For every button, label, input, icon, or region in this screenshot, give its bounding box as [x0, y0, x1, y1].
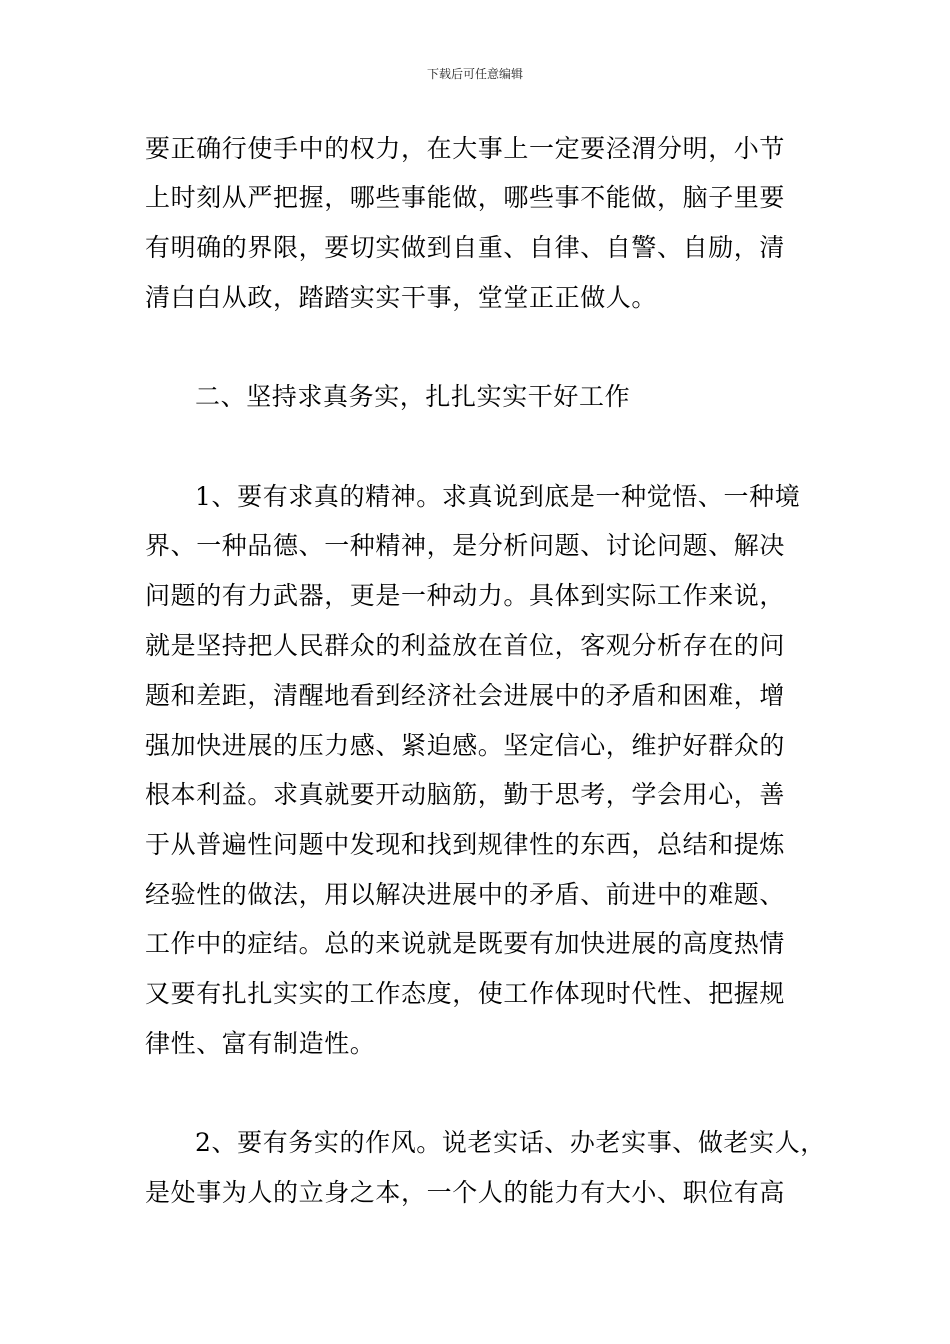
- text-line: 上时刻从严把握，哪些事能做，哪些事不能做，脑子里要: [145, 183, 786, 212]
- text-line: 根本利益。求真就要开动脑筋，勤于思考，学会用心，善: [145, 780, 786, 809]
- text-line: 律性、富有制造性。: [145, 1029, 376, 1058]
- text-line: 于从普遍性问题中发现和找到规律性的东西，总结和提炼: [145, 830, 786, 859]
- text-line: 又要有扎扎实实的工作态度，使工作体现时代性、把握规: [145, 979, 786, 1008]
- section-heading: 二、坚持求真务实，扎扎实实干好工作: [195, 382, 631, 411]
- text-line: 2、要有务实的作风。说老实话、办老实事、做老实人，: [195, 1128, 826, 1157]
- text-line: 问题的有力武器，更是一种动力。具体到实际工作来说，: [145, 581, 786, 610]
- text-line: 界、一种品德、一种精神，是分析问题、讨论问题、解决: [145, 531, 786, 560]
- page-header: 下载后可任意编辑: [426, 67, 523, 81]
- text-line: 要正确行使手中的权力，在大事上一定要泾渭分明，小节: [145, 134, 786, 163]
- text-line: 清白白从政，踏踏实实干事，堂堂正正做人。: [145, 283, 658, 312]
- text-line: 强加快进展的压力感、紧迫感。坚定信心，维护好群众的: [145, 731, 786, 760]
- text-line: 是处事为人的立身之本，一个人的能力有大小、职位有高: [145, 1178, 786, 1207]
- text-line: 1、要有求真的精神。求真说到底是一种觉悟、一种境: [195, 482, 801, 511]
- text-line: 就是坚持把人民群众的利益放在首位，客观分析存在的问: [145, 631, 786, 660]
- text-line: 题和差距，清醒地看到经济社会进展中的矛盾和困难，增: [145, 681, 786, 710]
- text-line: 经验性的做法，用以解决进展中的矛盾、前进中的难题、: [145, 880, 786, 909]
- text-line: 工作中的症结。总的来说就是既要有加快进展的高度热情: [145, 929, 786, 958]
- text-line: 有明确的界限，要切实做到自重、自律、自警、自励，清: [145, 233, 786, 262]
